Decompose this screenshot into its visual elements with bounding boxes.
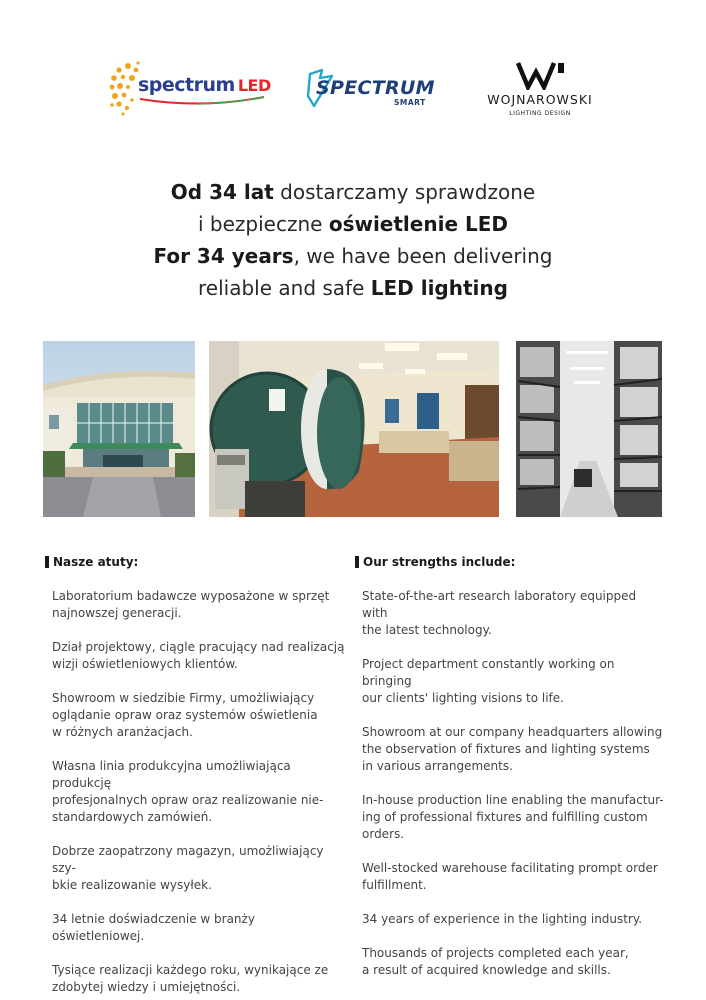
strengths-en-list <box>355 588 665 979</box>
spectrum-smart-word: SPECTRUM <box>316 77 435 99</box>
strengths-pl-section <box>45 553 345 996</box>
strengths-pl-list <box>45 588 345 996</box>
list-item: In-house production line enabling the manufactur- ing of professional fixtures and fulfilling custom orders. <box>362 793 664 841</box>
spectrum-smart-logo <box>302 66 435 114</box>
list-item: Well-stocked warehouse facilitating prompt order fulfillment. <box>362 861 658 892</box>
strengths-pl-title: Nasze atuty: <box>45 553 345 571</box>
bullet-bar-icon <box>355 556 359 568</box>
list-item: Project department constantly working on bringing our clients' lighting visions to life. <box>362 657 615 705</box>
red-swoosh-icon <box>138 95 266 107</box>
building-photo <box>43 341 195 517</box>
headline-line-3: For 34 years, we have been delivering <box>153 244 553 268</box>
headline-line-1: Od 34 lat dostarczamy sprawdzone <box>170 180 536 204</box>
list-item: Dział projektowy, ciągle pracujący nad realizacją wizji oświetleniowych klientów. <box>52 640 345 671</box>
list-item: Laboratorium badawcze wyposażone w sprzęt najnowszej generacji. <box>52 589 330 620</box>
wojnarowski-logo <box>478 60 608 122</box>
spectrum-led-word: spectrum <box>138 74 235 96</box>
w-monogram-icon <box>478 60 608 90</box>
lab-photo <box>209 341 499 517</box>
wojnarowski-name: WOJNAROWSKI <box>487 92 593 107</box>
spectrum-led-accent: LED <box>237 76 271 95</box>
spectrum-led-logo <box>108 58 271 120</box>
list-item: Tysiące realizacji każdego roku, wynikające ze zdobytej wiedzy i umiejętności. <box>52 963 329 994</box>
headline-line-4: reliable and safe LED lighting <box>198 276 508 300</box>
strengths-en-section <box>355 553 665 979</box>
list-item: 34 years of experience in the lighting industry. <box>362 912 643 926</box>
list-item: Showroom w siedzibie Firmy, umożliwiający oglądanie opraw oraz systemów oświetlenia w różnych aranżacjach. <box>52 691 318 739</box>
list-item: State-of-the-art research laboratory equipped with the latest technology. <box>362 589 637 637</box>
list-item: 34 letnie doświadczenie w branży oświetleniowej. <box>52 912 255 943</box>
warehouse-photo <box>516 341 662 517</box>
list-item: Własna linia produkcyjna umożliwiająca produkcję profesjonalnych opraw oraz realizowanie nie- standardowych zamówień. <box>52 759 324 824</box>
spectrum-smart-sub: SMART <box>394 98 426 107</box>
headline <box>0 176 706 304</box>
list-item: Showroom at our company headquarters allowing the observation of fixtures and lighting systems in various arrangements. <box>362 725 663 773</box>
bullet-bar-icon <box>45 556 49 568</box>
strengths-en-title: Our strengths include: <box>355 553 665 571</box>
headline-line-2: i bezpieczne oświetlenie LED <box>198 212 508 236</box>
list-item: Dobrze zaopatrzony magazyn, umożliwiający szy- bkie realizowanie wysyłek. <box>52 844 324 892</box>
wojnarowski-sub: LIGHTING DESIGN <box>509 110 571 117</box>
list-item: Thousands of projects completed each year, a result of acquired knowledge and skills. <box>362 946 629 977</box>
